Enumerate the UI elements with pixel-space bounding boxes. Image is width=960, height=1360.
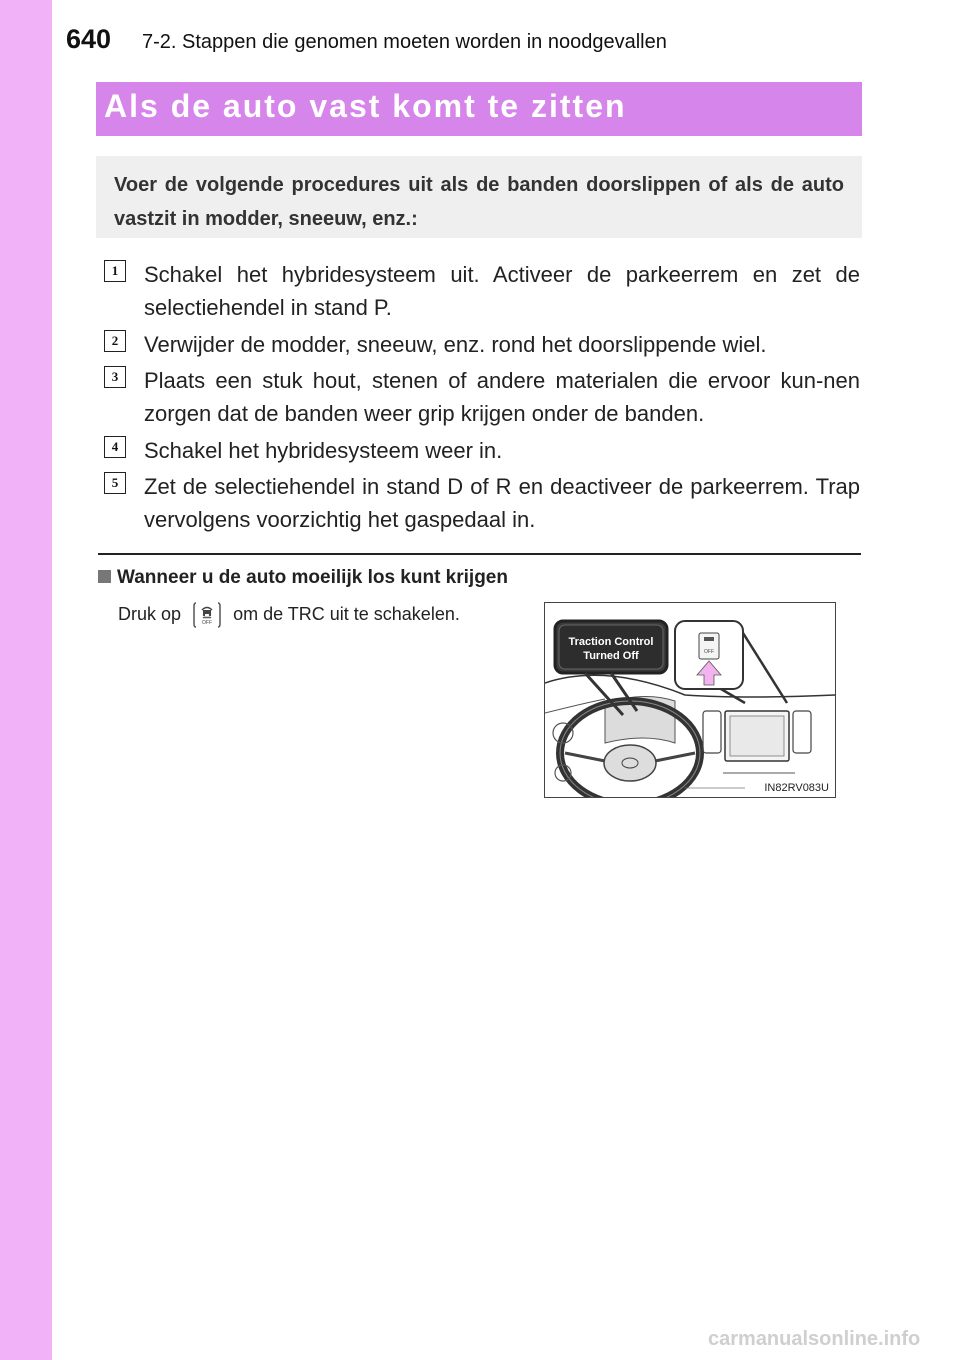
watermark: carmanualsonline.info [708, 1328, 921, 1350]
step-item [104, 434, 860, 467]
step-number: 4 [104, 436, 126, 458]
chapter-side-strip [0, 0, 52, 1360]
step-item [104, 364, 860, 430]
section-divider [98, 553, 861, 555]
button-off-label: OFF [704, 649, 714, 655]
step-item [104, 328, 860, 361]
intro-text: Voer de volgende procedures uit als de banden doorslippen of als de auto vastzit in modder, sneeuw, enz.: [114, 174, 844, 230]
step-text: Plaats een stuk hout, stenen of andere materialen die ervoor kun-nen zorgen dat de banden weer grip krijgen onder de banden. [144, 368, 860, 426]
step-text: Zet de selectiehendel in stand D of R en deactiveer de parkeerrem. Trap vervolgens voorzichtig het gaspedaal in. [144, 474, 860, 532]
dashboard-illustration [544, 602, 836, 798]
square-bullet-icon [98, 570, 111, 583]
page-number: 640 [66, 24, 112, 54]
svg-text:OFF: OFF [202, 620, 213, 626]
running-head: 7-2. Stappen die genomen moeten worden in noodgevallen [142, 31, 667, 53]
step-text: Schakel het hybridesysteem uit. Activeer de parkeerrem en zet de selectiehendel in stand P. [144, 262, 860, 320]
subsection-heading [98, 567, 508, 589]
step-number: 3 [104, 366, 126, 388]
step-number: 1 [104, 260, 126, 282]
step-item [104, 258, 860, 324]
figure-code: IN82RV083U [764, 782, 829, 794]
instruction-before: Druk op [118, 603, 182, 624]
step-text: Verwijder de modder, sneeuw, enz. rond het doorslippende wiel. [144, 332, 767, 357]
section-title: Als de auto vast komt te zitten [104, 88, 627, 124]
subsection-heading-text: Wanneer u de auto moeilijk los kunt krijgen [117, 567, 508, 588]
instruction-after: om de TRC uit te schakelen. [233, 603, 460, 624]
step-item [104, 470, 860, 536]
step-text: Schakel het hybridesysteem weer in. [144, 438, 503, 463]
callout-line2: Turned Off [583, 650, 639, 662]
trc-off-button-icon [192, 600, 222, 630]
instruction-line [118, 600, 460, 630]
callout-line1: Traction Control [568, 636, 654, 648]
step-number: 2 [104, 330, 126, 352]
intro-box [96, 156, 862, 238]
step-number: 5 [104, 472, 126, 494]
